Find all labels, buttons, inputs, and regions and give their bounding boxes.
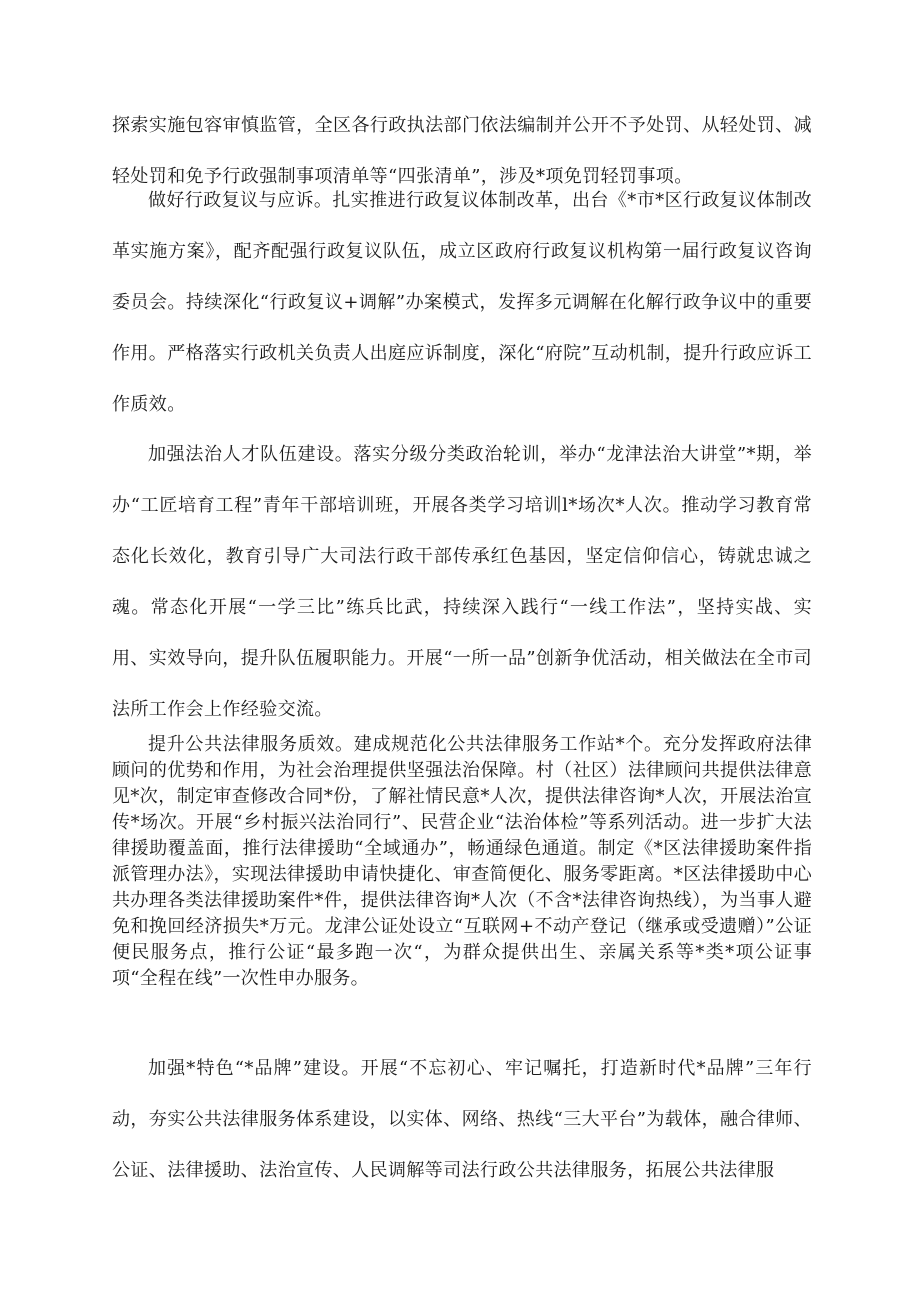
paragraph-regulatory-supervision: 探索实施包容审慎监管，全区各行政执法部门依法编制并公开不予处罚、从轻处罚、减轻处罚和免予行政强制事项清单等“四张清单”，涉及*项免罚轻罚事项。 xyxy=(112,115,812,187)
paragraph-administrative-review: 做好行政复议与应诉。扎实推进行政复议体制改革，出台《*市*区行政复议体制改革实施方案》，配齐配强行政复议队伍，成立区政府行政复议机构第一届行政复议咨询委员会。持续深化“行政复议+调解”办案模式，发挥多元调解在化解行政争议中的重要作用。严格落实行政机关负责人出庭应诉制度，深化“府院”互动机制，提升行政应诉工作质效。 xyxy=(112,190,813,415)
paragraph-public-legal-services: 提升公共法律服务质效。建成规范化公共法律服务工作站*个。充分发挥政府法律顾问的优势和作用，为社会治理提供坚强法治保障。村（社区）法律顾问共提供法律意见*次，制定审查修改合同*份，了解社情民意*人次，提供法律咨询*人次，开展法治宣传*场次。开展“乡村振兴法治同行”、民营企业“法治体检”等系列活动。进一步扩大法律援助覆盖面，推行法律援助“全域通办”，畅通绿色通道。制定《*区法律援助案件指派管理办法》，实现法律援助申请快捷化、审查简便化、服务零距离。*区法律援助中心共办理各类法律援助案件*件，提供法律咨询*人次（不含*法律咨询热线），为当事人避免和挽回经济损失*万元。龙津公证处设立“互联网+不动产登记（继承或受遗赠）”公证便民服务点，推行公证“最多跑一次“，为群众提供出生、亲属关系等*类*项公证事项“全程在线”一次性申办服务。 xyxy=(112,734,812,989)
paragraph-legal-talent-building: 加强法治人才队伍建设。落实分级分类政治轮训，举办“龙津法治大讲堂”*期，举办“工匠培育工程”青年干部培训班，开展各类学习培训l*场次*人次。推动学习教育常态化长效化，教育引导广大司法行政干部传承红色基因，坚定信仰信心，铸就忠诚之魂。常态化开展“一学三比”练兵比武，持续深入践行“一线工作法”，坚持实战、实用、实效导向，提升队伍履职能力。开展“一所一品”创新争优活动，相关做法在全市司法所工作会上作经验交流。 xyxy=(112,444,813,720)
paragraph-brand-building: 加强*特色“*品牌”建设。开展“不忘初心、牢记嘱托，打造新时代*品牌”三年行动，夯实公共法律服务体系建设，以实体、网络、热线“三大平台”为载体，融合律师、公证、法律援助、法治宣传、人民调解等司法行政公共法律服务，拓展公共法律服 xyxy=(112,1058,813,1181)
